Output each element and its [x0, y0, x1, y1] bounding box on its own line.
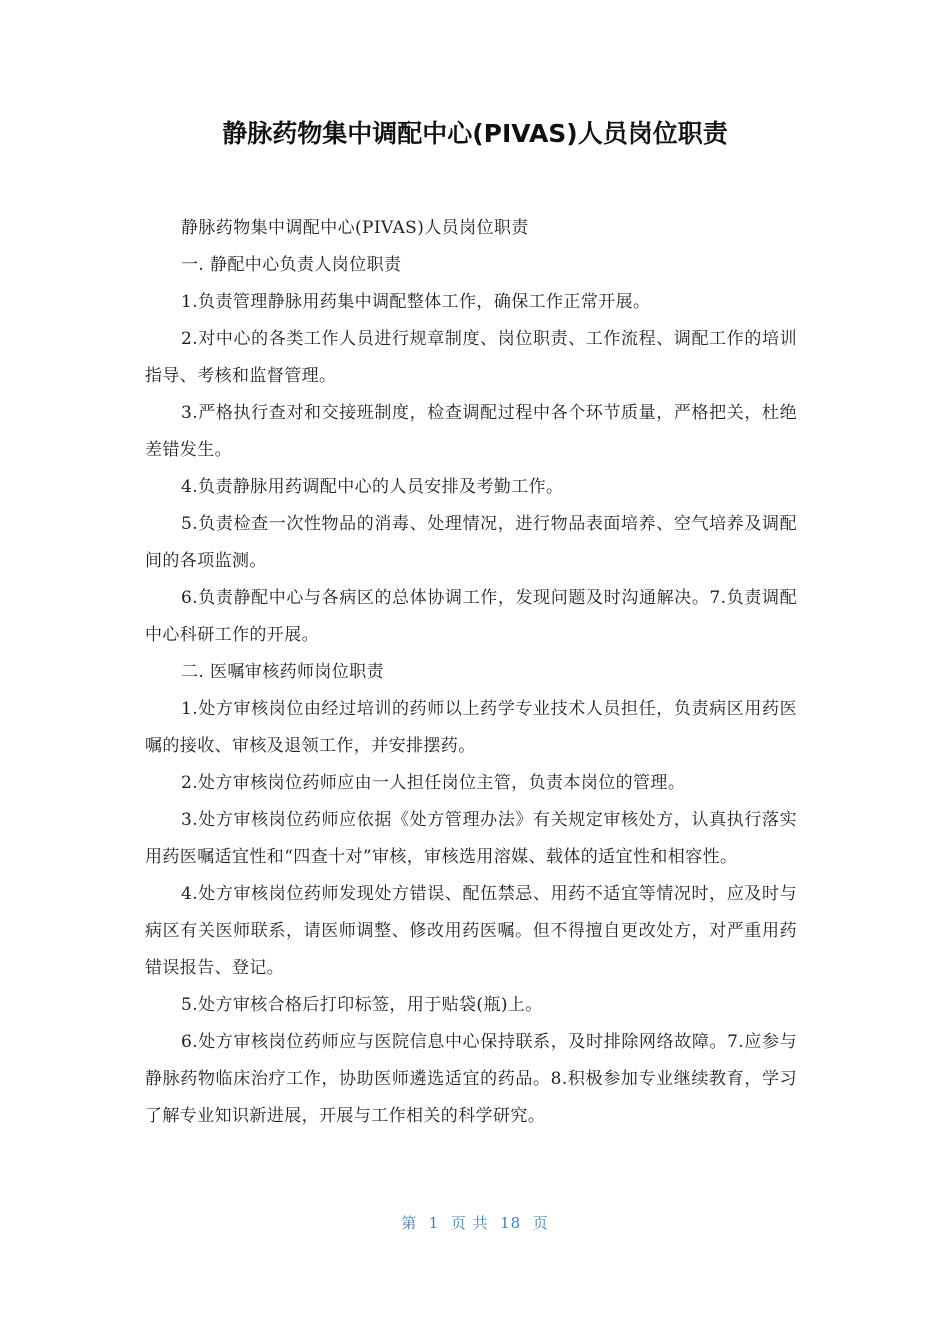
paragraph: 2.处方审核岗位药师应由一人担任岗位主管，负责本岗位的管理。 — [181, 773, 686, 793]
paragraph: 静脉药物集中调配中心(PIVAS)人员岗位职责 — [181, 218, 529, 238]
paragraph: 4.处方审核岗位药师发现处方错误、配伍禁忌、用药不适宜等情况时，应及时与病区有关医师联系，请医师调整、修改用药医嘱。但不得擅自更改处方，对严重用药错误报告、登记。 — [145, 884, 797, 978]
page-number-footer: 第 1 页 共 18 页 — [401, 1214, 549, 1232]
document-title: 静脉药物集中调配中心(PIVAS)人员岗位职责 — [222, 119, 728, 148]
paragraph: 5.处方审核合格后打印标签，用于贴袋(瓶)上。 — [181, 995, 543, 1015]
section-heading: 二. 医嘱审核药师岗位职责 — [181, 662, 385, 682]
paragraph: 3.严格执行查对和交接班制度，检查调配过程中各个环节质量，严格把关，杜绝差错发生。 — [145, 403, 797, 460]
paragraph: 6.处方审核岗位药师应与医院信息中心保持联系，及时排除网络故障。7.应参与静脉药物临床治疗工作，协助医师遴选适宜的药品。8.积极参加专业继续教育，学习了解专业知识新进展，开展与工作相关的科学研究。 — [145, 1032, 797, 1126]
paragraph: 1.处方审核岗位由经过培训的药师以上药学专业技术人员担任，负责病区用药医嘱的接收、审核及退领工作，并安排摆药。 — [145, 699, 797, 756]
section-heading: 一. 静配中心负责人岗位职责 — [181, 255, 402, 275]
paragraph: 6.负责静配中心与各病区的总体协调工作，发现问题及时沟通解决。7.负责调配中心科研工作的开展。 — [145, 588, 797, 645]
paragraph: 5.负责检查一次性物品的消毒、处理情况，进行物品表面培养、空气培养及调配间的各项监测。 — [145, 514, 797, 571]
paragraph: 3.处方审核岗位药师应依据《处方管理办法》有关规定审核处方，认真执行落实用药医嘱适宜性和“四查十对”审核，审核选用溶媒、载体的适宜性和相容性。 — [145, 810, 797, 867]
paragraph: 1.负责管理静脉用药集中调配整体工作，确保工作正常开展。 — [181, 292, 651, 312]
document-body — [145, 210, 797, 1135]
paragraph: 2.对中心的各类工作人员进行规章制度、岗位职责、工作流程、调配工作的培训指导、考核和监督管理。 — [145, 329, 797, 386]
paragraph: 4.负责静脉用药调配中心的人员安排及考勤工作。 — [181, 477, 564, 497]
